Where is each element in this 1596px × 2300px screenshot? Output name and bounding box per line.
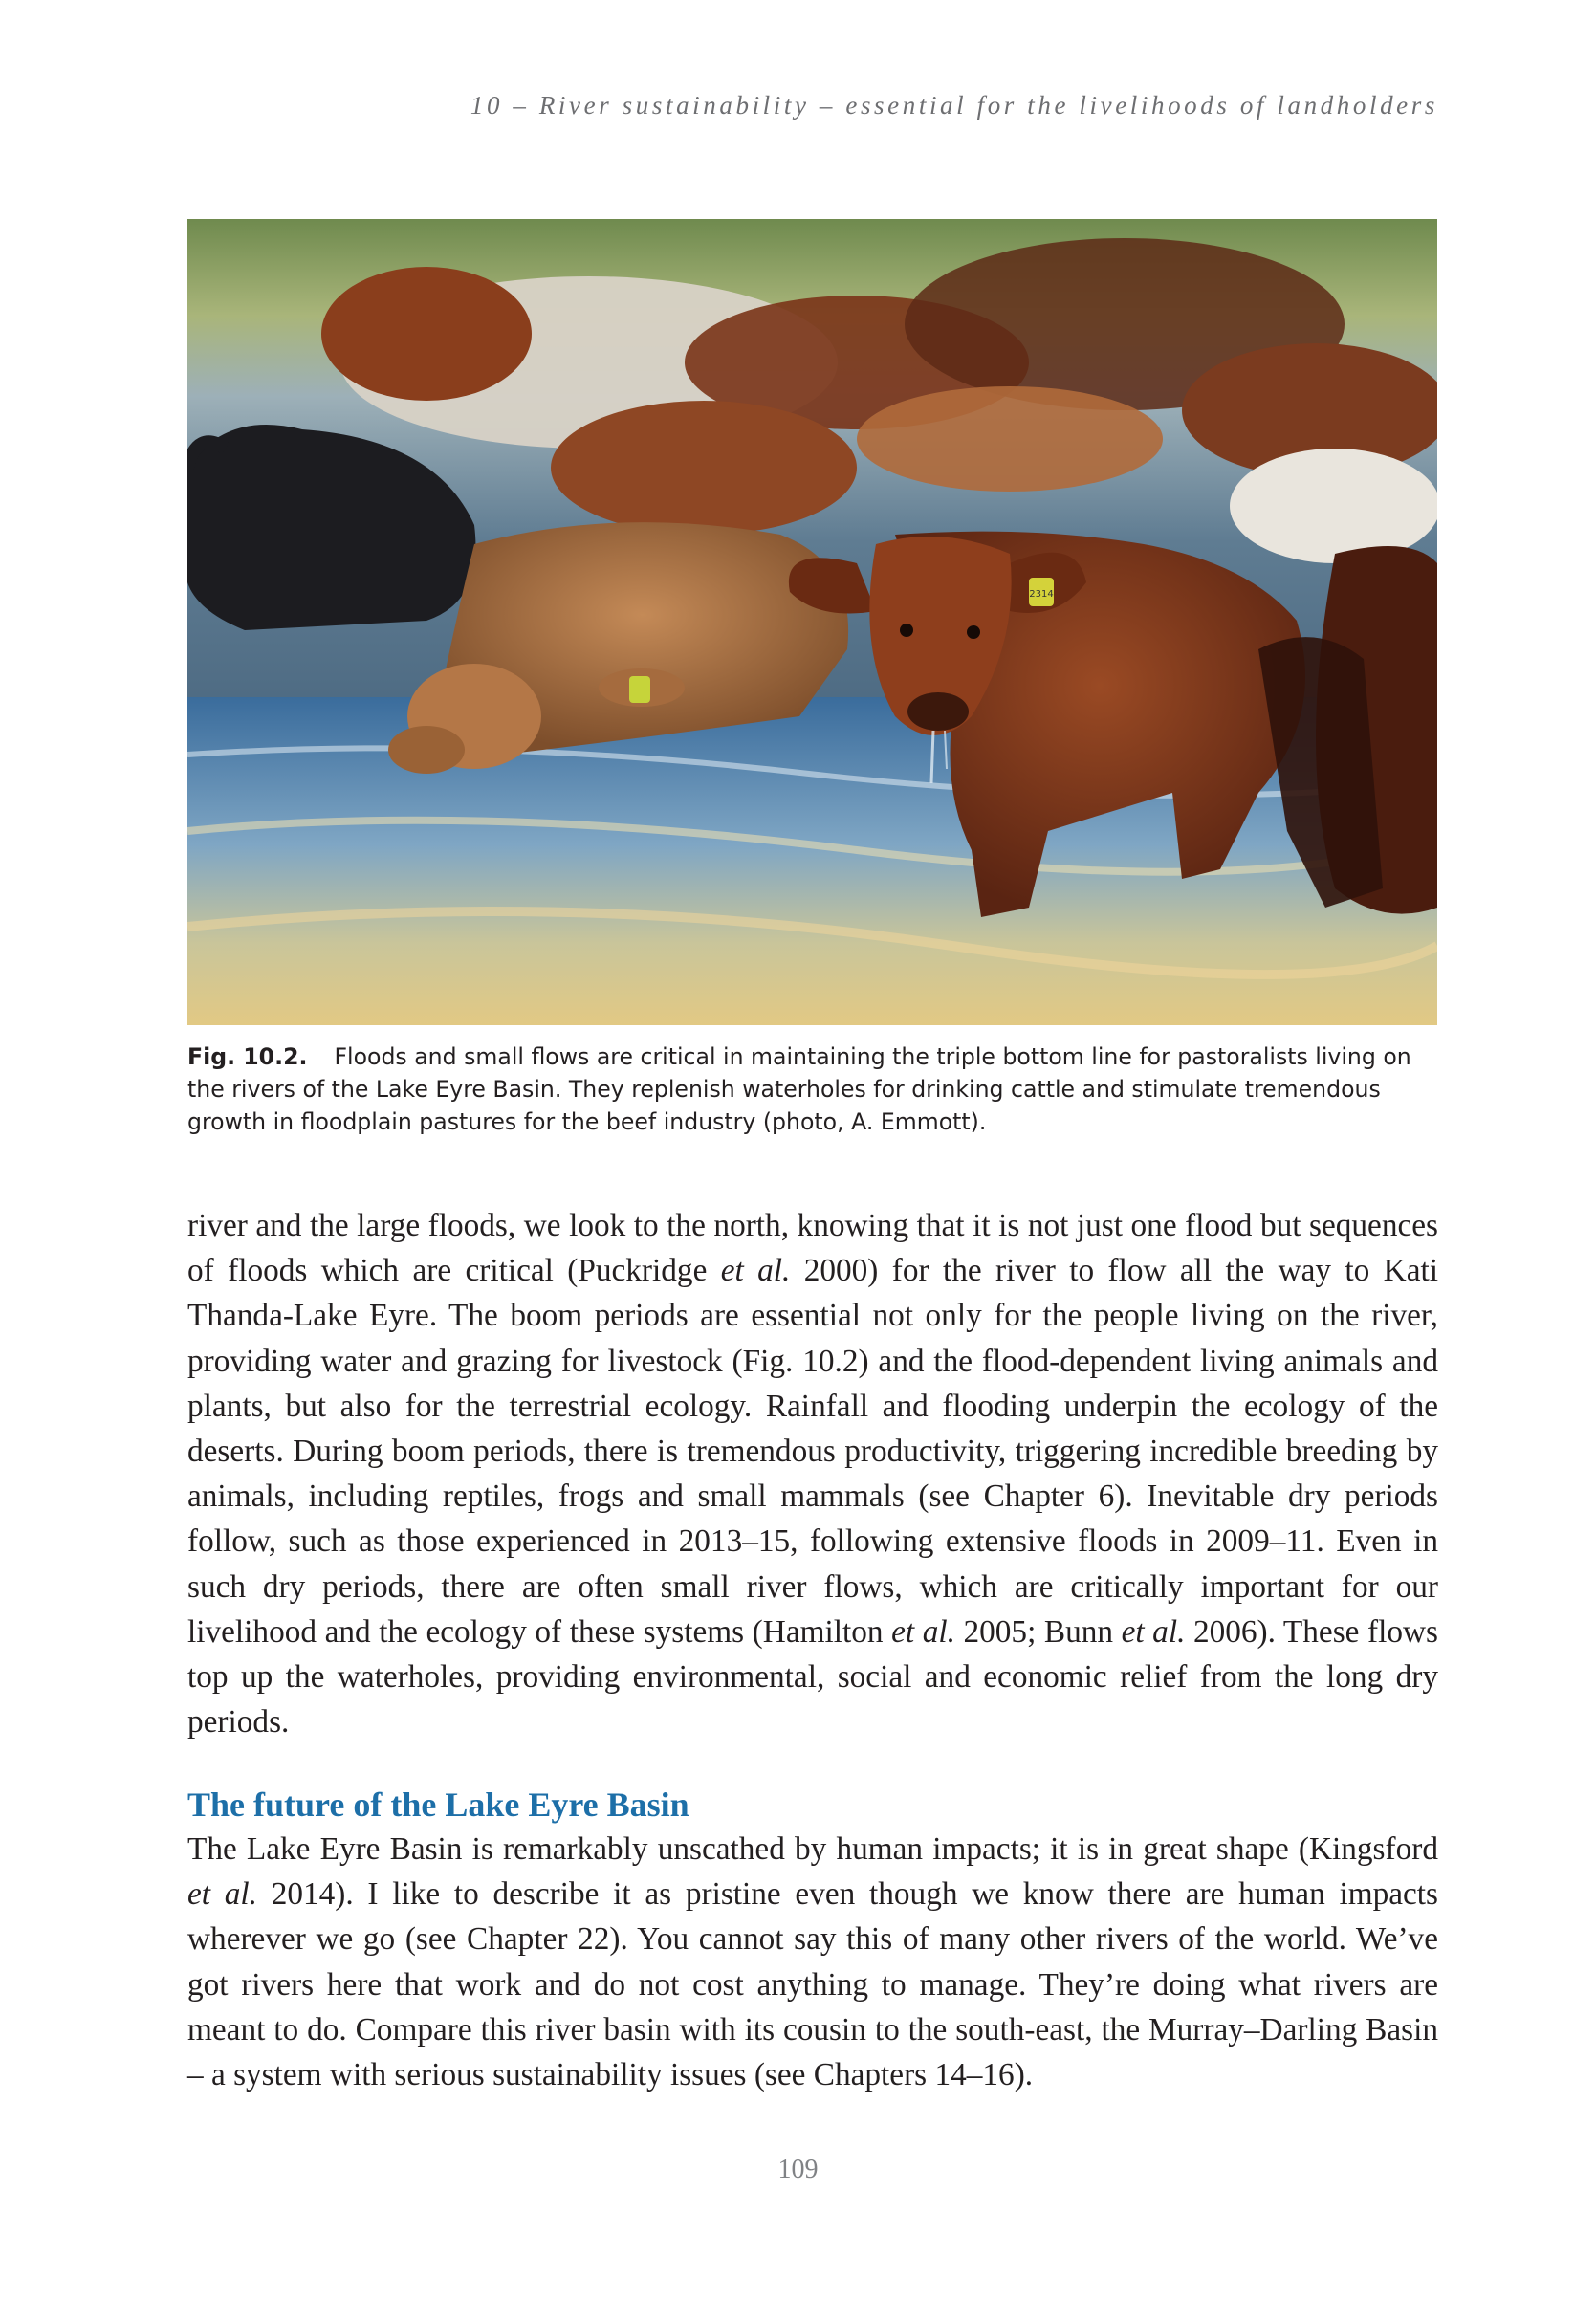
paragraph-text: river and the large floods, we look to the north, knowing that it is not just one flood but sequences of floods which are critical (Puckridge [187,1208,1438,1289]
figure-caption-text: Floods and small flows are critical in maintaining the triple bottom line for pastoralists living on the rivers of the Lake Eyre Basin. They replenish waterholes for drinking cattle and stimulate tremendous growth in floodplain pastures for the beef industry (photo, A. Emmott). [187,1043,1411,1135]
body-paragraph-2 [187,1827,1438,2097]
cattle-photo-illustration [187,219,1437,1025]
figure-caption [187,1040,1440,1138]
citation-italic: et al. [891,1613,955,1650]
citation-italic: et al. [187,1876,257,1913]
paragraph-text: 2006). These flows top up the waterholes, providing environmental, social and economic relief from the long dry periods. [187,1613,1438,1741]
running-header: 10 – River sustainability – essential for the livelihoods of landholders [470,91,1438,120]
citation-italic: et al. [720,1253,791,1289]
body-paragraph-1 [187,1203,1438,1744]
page-number: 109 [777,2155,819,2184]
paragraph-text: 2005; Bunn [954,1613,1122,1650]
citation-italic: et al. [1121,1613,1186,1650]
paragraph-text: 2000) for the river to flow all the way to Kati Thanda-Lake Eyre. The boom periods are essential not only for the people living on the river, providing water and grazing for livestock (Fig. 10.2) and the flood-dependent living animals and plants, but also for the terrestrial ecology. Rainfall and flooding underpin the ecology of the deserts. During boom periods, there is tremendous productivity, triggering incredible breeding by animals, including reptiles, frogs and small mammals (see Chapter 6). Inevitable dry periods follow, such as those experienced in 2013–15, following extensive floods in 2009–11. Even in such dry periods, there are often small river flows, which are critically important for our livelihood and the ecology of these systems (Hamilton [187,1253,1438,1650]
section-heading: The future of the Lake Eyre Basin [187,1785,689,1824]
ear-tag-label: 2314 [1029,589,1054,600]
figure-label: Fig. 10.2. [187,1043,308,1070]
paragraph-text: The Lake Eyre Basin is remarkably unscathed by human impacts; it is in great shape (Kingsford [187,1831,1438,1867]
figure-photo-cattle-drinking [187,219,1437,1025]
paragraph-text: 2014). I like to describe it as pristine even though we know there are human impacts wherever we go (see Chapter 22). You cannot say this of many other rivers of the world. We’ve got rivers here that work and do not cost anything to manage. They’re doing what rivers are meant to do. Compare this river basin with its cousin to the south-east, the Murray–Darling Basin – a system with serious sustainability issues (see Chapters 14–16). [187,1876,1439,2093]
